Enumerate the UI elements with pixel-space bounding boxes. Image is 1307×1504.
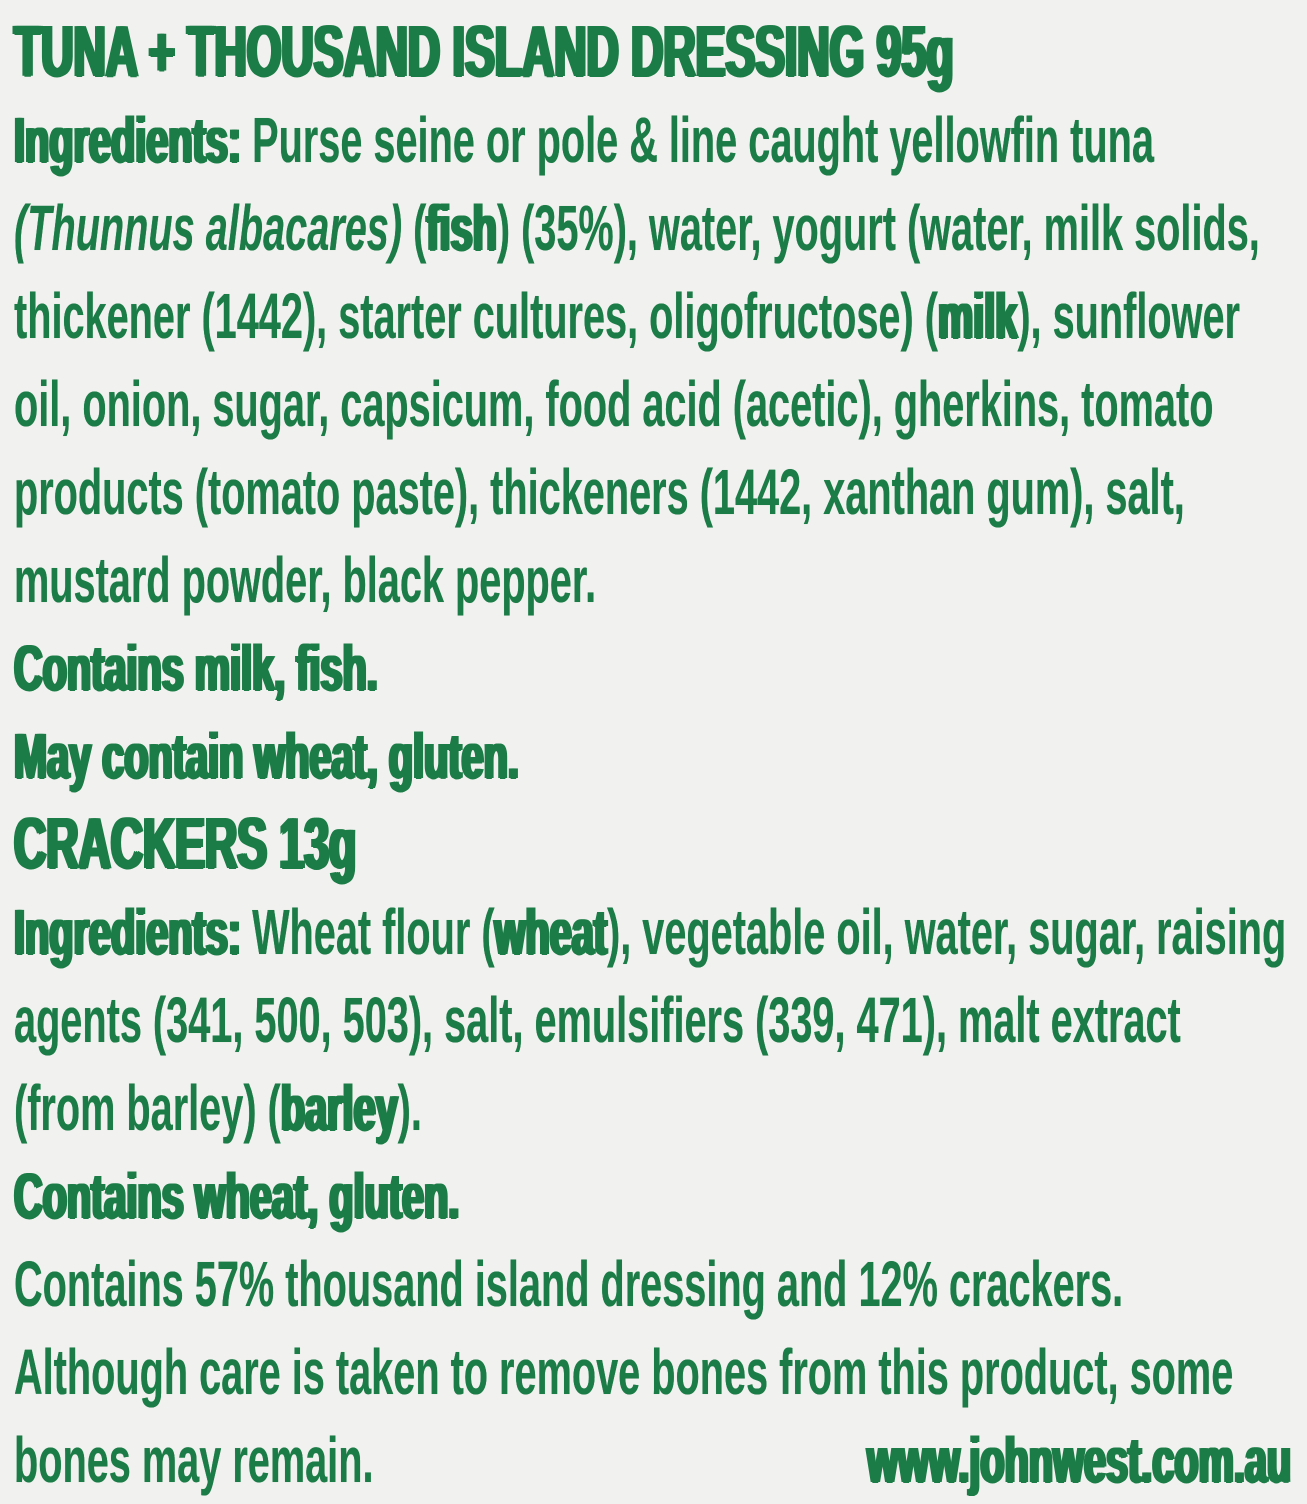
text-run: May contain wheat, gluten. (14, 720, 519, 792)
text-run: barley (280, 1072, 398, 1144)
tuna-contains-statement (14, 624, 1291, 712)
text-run: CRACKERS 13g (14, 804, 357, 884)
text-run: Ingredients: (14, 104, 253, 176)
text-run: (Thunnus albacares) (14, 192, 403, 264)
bones-disclaimer (14, 1328, 1291, 1504)
tuna-ingredients-paragraph (14, 96, 1291, 624)
label-text-block (14, 8, 1291, 1504)
text-run: wheat (494, 896, 608, 968)
text-run: Although care is taken to remove bones from this product, some bones may remain. (14, 1336, 1234, 1496)
text-run: ), sunflower oil, onion, sugar, capsicum, food acid (acetic), gherkins, tomato products (tomato paste), thickeners (1442, xanthan gum), salt, mustard powder, black pepper. (14, 280, 1240, 616)
product-title (14, 8, 1291, 96)
website-url: www.johnwest.com.au (867, 1424, 1292, 1496)
composition-statement (14, 1240, 1291, 1328)
text-run: ) (35%), water, yogurt (water, milk solids, thickener (1442), starter cultures, oligofructose) ( (14, 192, 1260, 352)
text-run: TUNA + THOUSAND ISLAND DRESSING 95g (14, 12, 954, 92)
text-run: ), vegetable oil, water, sugar, raising agents (341, 500, 503), salt, emulsifiers (339, 471), malt extract (from barley) ( (14, 896, 1287, 1144)
crackers-ingredients-paragraph (14, 888, 1291, 1152)
crackers-contains-statement (14, 1152, 1291, 1240)
text-run: Wheat flour ( (252, 896, 495, 968)
tuna-may-contain-statement (14, 712, 1291, 800)
text-run: ( (402, 192, 427, 264)
text-run: Contains milk, fish. (14, 632, 378, 704)
text-run: Contains 57% thousand island dressing and 12% crackers. (14, 1248, 1124, 1320)
text-run: Purse seine or pole & line caught yellowfin tuna (252, 104, 1154, 176)
text-run: Ingredients: (14, 896, 253, 968)
crackers-title (14, 800, 1291, 888)
text-run: Contains wheat, gluten. (14, 1160, 460, 1232)
text-run: milk (937, 280, 1018, 352)
text-run: ). (397, 1072, 422, 1144)
text-run: fish (426, 192, 497, 264)
